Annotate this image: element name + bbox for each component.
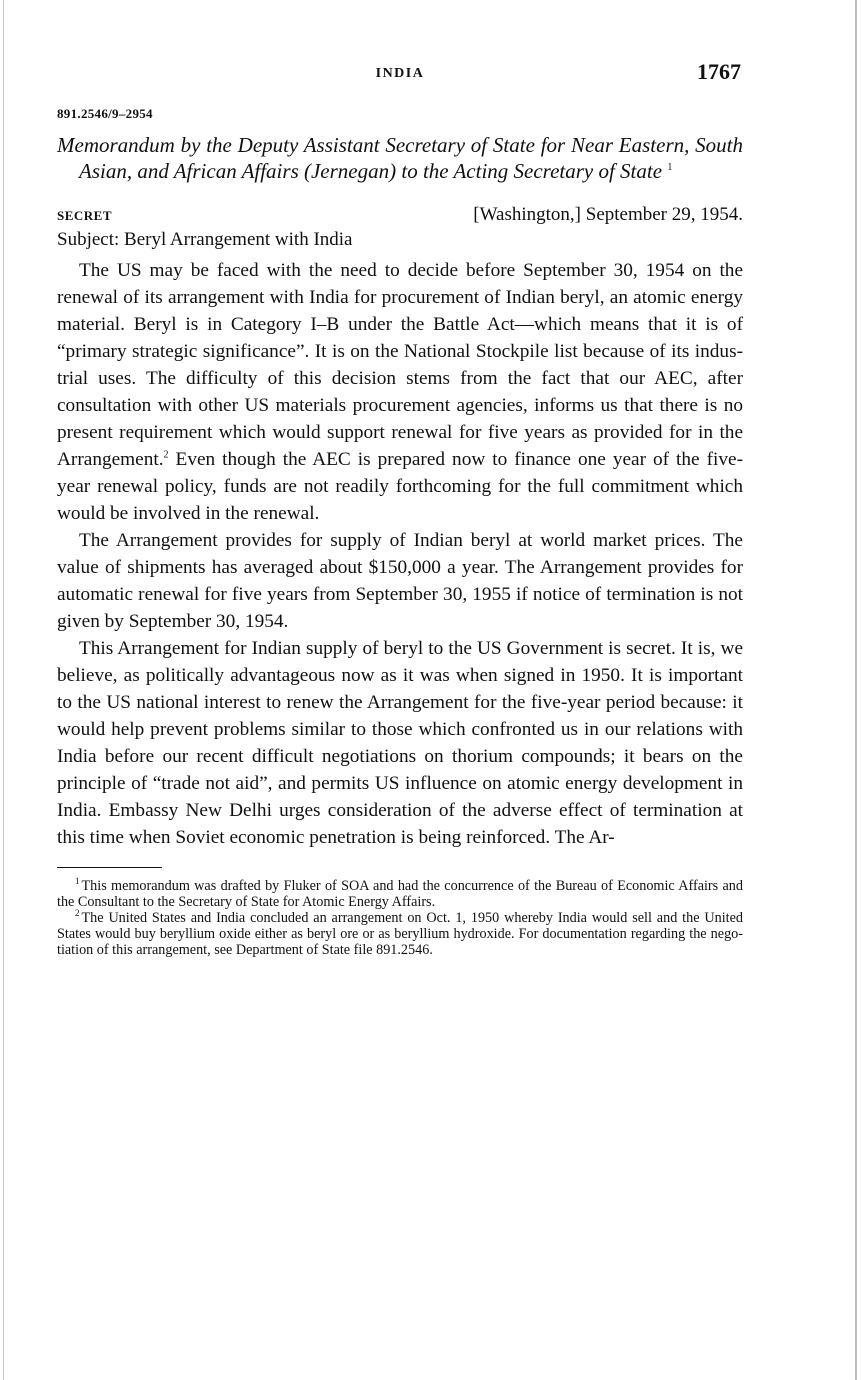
- section-title: INDIA: [375, 66, 425, 81]
- document-title: [57, 132, 743, 184]
- footnote-divider: [57, 867, 162, 868]
- footnote-2: [57, 910, 743, 958]
- page-number: 1767: [697, 59, 741, 84]
- footnote-1-mark: 1: [75, 876, 80, 887]
- paragraph-1: [57, 257, 743, 527]
- paragraph-1-tail: Even though the AEC is prepared now to finance one year of the five-year renewal policy, funds are not readily forthcoming for the full commitment which would be involved in the renewal.: [57, 449, 743, 524]
- page-left-edge: [3, 0, 4, 1380]
- body-text: [57, 257, 743, 851]
- subject-line: Subject: Beryl Arrangement with India: [57, 229, 353, 250]
- footnote-2-text: The United States and India concluded an arrangement on Oct. 1, 1950 whereby India would sell and the United States would buy beryllium oxide either as beryl ore or as beryllium hydroxide. For documentation regarding the negotiation of this arrangement, see Department of State file 891.2546.: [57, 910, 743, 958]
- classification-label: SECRET: [57, 208, 113, 223]
- document-title-text: Memorandum by the Deputy Assistant Secretary of State for Near Eastern, South Asian, and African Affairs (Jernegan) to the Acting Secretary of State: [57, 133, 743, 183]
- title-footnote-ref[interactable]: 1: [667, 162, 673, 173]
- footnote-ref-2[interactable]: 2: [163, 449, 169, 461]
- paragraph-2: The Arrangement provides for supply of Indian beryl at world market prices. The value of shipments has averaged about $150,000 a year. The Arrangement provides for automatic renewal for five years from September 30, 1955 if notice of termination is not given by September 30, 1954.: [57, 530, 743, 632]
- running-head: [57, 54, 743, 94]
- paragraph-1-text: The US may be faced with the need to decide before September 30, 1954 on the renewal of its arrangement with India for procurement of Indian beryl, an atomic energy material. Beryl is in Category I–B under the Battle Act—which means that it is of “primary strategic significance”. It is on the National Stockpile list because of its industrial uses. The difficulty of this decision stems from the fact that our AEC, after consultation with other US materials procurement agencies, informs us that there is no present requirement which would support renewal for five years as provided for in the Arrangement.: [57, 260, 743, 470]
- dateline: [Washington,] September 29, 1954.: [473, 204, 743, 225]
- footnote-1: [57, 878, 743, 910]
- document-page: [57, 54, 743, 958]
- dateline-row: [57, 204, 743, 226]
- page-right-edge: [855, 0, 857, 1380]
- file-number: 891.2546/9–2954: [57, 106, 153, 121]
- footnote-2-mark: 2: [75, 908, 80, 919]
- paragraph-3: This Arrangement for Indian supply of beryl to the US Government is secret. It is, we believe, as politically advantageous now as it was when signed in 1950. It is important to the US national interest to renew the Arrangement for the five-year period because: it would help prevent problems similar to those which confronted us in our relations with India before our recent difficult negotiations on thorium compounds; it bears on the principle of “trade not aid”, and permits US influence on atomic energy development in India. Embassy New Delhi urges consideration of the adverse effect of termination at this time when Soviet economic penetration is being reinforced. The Ar-: [57, 638, 743, 848]
- footnotes: [57, 878, 743, 958]
- footnote-1-text: This memorandum was drafted by Fluker of SOA and had the concurrence of the Bureau of Economic Affairs and the Consultant to the Secretary of State for Atomic Energy Affairs.: [57, 878, 743, 910]
